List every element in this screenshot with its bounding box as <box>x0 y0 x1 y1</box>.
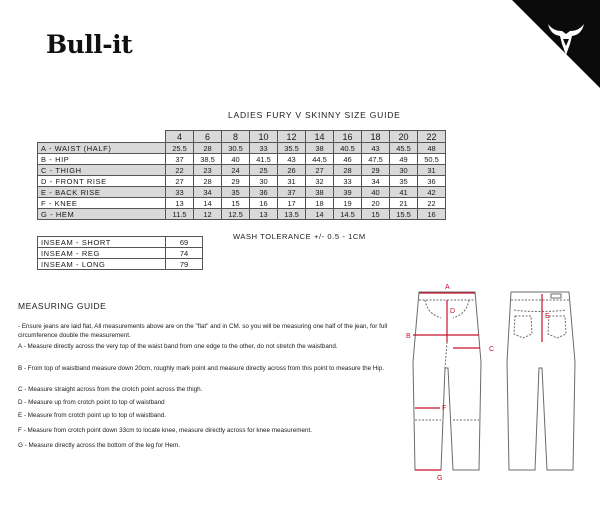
measurement-label: A - WAIST (HALF) <box>38 143 166 154</box>
size-header-row <box>38 131 446 143</box>
measurement-value: 19 <box>334 198 362 209</box>
guide-item: D - Measure up from crotch point to top of waistband <box>18 399 165 406</box>
measurement-label: B - HIP <box>38 154 166 165</box>
measurement-value: 15.5 <box>390 209 418 220</box>
size-header-cell: 12 <box>278 131 306 143</box>
measurement-label: G - HEM <box>38 209 166 220</box>
size-row <box>38 143 446 154</box>
inseam-label: INSEAM - LONG <box>38 259 166 270</box>
size-row <box>38 176 446 187</box>
inseam-row <box>38 248 203 259</box>
measurement-value: 13 <box>250 209 278 220</box>
measurement-value: 13.5 <box>278 209 306 220</box>
measurement-value: 44.5 <box>306 154 334 165</box>
inseam-row <box>38 259 203 270</box>
wash-tolerance: WASH TOLERANCE +/- 0.5 - 1CM <box>233 232 366 241</box>
measurement-value: 28 <box>194 143 222 154</box>
guide-item: E - Measure from crotch point up to top of waistband. <box>18 412 167 419</box>
label-c: C <box>489 346 495 353</box>
measurement-value: 22 <box>418 198 446 209</box>
size-header-cell: 18 <box>362 131 390 143</box>
measurement-value: 16 <box>250 198 278 209</box>
measurement-value: 22 <box>166 165 194 176</box>
measurement-value: 14 <box>306 209 334 220</box>
measurement-value: 43 <box>362 143 390 154</box>
measurement-value: 40 <box>222 154 250 165</box>
measurement-label: C - THIGH <box>38 165 166 176</box>
measurement-value: 30 <box>390 165 418 176</box>
measurement-value: 29 <box>222 176 250 187</box>
size-header-cell: 8 <box>222 131 250 143</box>
measurement-value: 48 <box>418 143 446 154</box>
measurement-value: 40.5 <box>334 143 362 154</box>
header-blank-cell <box>38 131 166 143</box>
measurement-value: 30 <box>250 176 278 187</box>
size-header-cell: 22 <box>418 131 446 143</box>
measurement-value: 31 <box>418 165 446 176</box>
measurement-value: 40 <box>362 187 390 198</box>
guide-item: G - Measure directly across the bottom of the leg for Hem. <box>18 442 181 449</box>
measurement-value: 47.5 <box>362 154 390 165</box>
inseam-row <box>38 237 203 248</box>
inseam-value: 69 <box>166 237 203 248</box>
label-b: B <box>406 333 411 340</box>
inseam-label: INSEAM - REG <box>38 248 166 259</box>
measurement-value: 28 <box>194 176 222 187</box>
measurement-value: 20 <box>362 198 390 209</box>
size-row <box>38 198 446 209</box>
measurement-value: 17 <box>278 198 306 209</box>
measurement-value: 24 <box>222 165 250 176</box>
measurement-value: 42 <box>418 187 446 198</box>
guide-item: F - Measure from crotch point down 33cm to locate knee, measure directly across for knee measurement. <box>18 427 312 434</box>
label-g: G <box>437 475 443 482</box>
measurement-value: 33 <box>334 176 362 187</box>
measurement-value: 12 <box>194 209 222 220</box>
measurement-value: 27 <box>166 176 194 187</box>
size-row <box>38 209 446 220</box>
measurement-value: 49 <box>390 154 418 165</box>
label-e: E <box>545 313 550 320</box>
measurement-value: 38 <box>306 187 334 198</box>
size-row <box>38 187 446 198</box>
measurement-value: 12.5 <box>222 209 250 220</box>
measurement-value: 23 <box>194 165 222 176</box>
measurement-value: 37 <box>278 187 306 198</box>
inseam-label: INSEAM - SHORT <box>38 237 166 248</box>
inseam-value: 79 <box>166 259 203 270</box>
size-header-cell: 16 <box>334 131 362 143</box>
measurement-value: 16 <box>418 209 446 220</box>
measurement-value: 27 <box>306 165 334 176</box>
measurement-value: 18 <box>306 198 334 209</box>
guide-item: B - From top of waistband measure down 20cm, roughly mark point and measure directly across from this point to measure the Hip. <box>18 365 385 372</box>
measurement-value: 46 <box>334 154 362 165</box>
measurement-label: F - KNEE <box>38 198 166 209</box>
size-table <box>37 130 446 220</box>
measurement-value: 15 <box>362 209 390 220</box>
measurement-value: 45.5 <box>390 143 418 154</box>
measurement-value: 37 <box>166 154 194 165</box>
measurement-label: E - BACK RISE <box>38 187 166 198</box>
measurement-value: 33 <box>250 143 278 154</box>
measurement-value: 25.5 <box>166 143 194 154</box>
measurement-value: 31 <box>278 176 306 187</box>
guide-item: A - Measure directly across the very top of the waist band from one edge to the other, do not stretch the waistband. <box>18 343 338 350</box>
size-row <box>38 154 446 165</box>
jeans-diagram <box>395 280 595 485</box>
measurement-value: 38.5 <box>194 154 222 165</box>
measurement-value: 39 <box>334 187 362 198</box>
measurement-value: 38 <box>306 143 334 154</box>
measurement-label: D - FRONT RISE <box>38 176 166 187</box>
measurement-value: 35 <box>222 187 250 198</box>
guide-item: - Ensure jeans are laid flat, All measurements above are on the "flat" and in CM. so you will be measuring one half of the jean, for full circumference double the measurement. <box>18 323 388 339</box>
size-header-cell: 4 <box>166 131 194 143</box>
measurement-value: 32 <box>306 176 334 187</box>
label-d: D <box>450 308 456 315</box>
page-title: LADIES FURY V SKINNY SIZE GUIDE <box>228 110 401 120</box>
brand-logo: Bull-it <box>46 30 133 59</box>
label-a: A <box>445 284 450 291</box>
measurement-value: 14 <box>194 198 222 209</box>
measurement-value: 41.5 <box>250 154 278 165</box>
measurement-value: 28 <box>334 165 362 176</box>
measurement-value: 41 <box>390 187 418 198</box>
measurement-value: 34 <box>362 176 390 187</box>
guide-item: C - Measure straight across from the crotch point across the thigh. <box>18 386 203 393</box>
bull-head-icon <box>546 22 586 56</box>
measurement-value: 36 <box>250 187 278 198</box>
measurement-value: 36 <box>418 176 446 187</box>
back-jeans-outline <box>507 292 575 470</box>
size-header-cell: 14 <box>306 131 334 143</box>
measurement-value: 13 <box>166 198 194 209</box>
measurement-value: 11.5 <box>166 209 194 220</box>
inseam-value: 74 <box>166 248 203 259</box>
measurement-value: 26 <box>278 165 306 176</box>
label-f: F <box>442 405 447 412</box>
measurement-value: 34 <box>194 187 222 198</box>
measurement-value: 15 <box>222 198 250 209</box>
measuring-guide-title: MEASURING GUIDE <box>18 301 107 311</box>
inseam-table <box>37 236 203 270</box>
size-row <box>38 165 446 176</box>
measurement-value: 43 <box>278 154 306 165</box>
measurement-value: 21 <box>390 198 418 209</box>
measurement-value: 33 <box>166 187 194 198</box>
size-header-cell: 10 <box>250 131 278 143</box>
size-header-cell: 6 <box>194 131 222 143</box>
measurement-value: 35 <box>390 176 418 187</box>
measurement-value: 14.5 <box>334 209 362 220</box>
measurement-value: 50.5 <box>418 154 446 165</box>
measurement-value: 25 <box>250 165 278 176</box>
measurement-value: 30.5 <box>222 143 250 154</box>
measurement-value: 35.5 <box>278 143 306 154</box>
measurement-value: 29 <box>362 165 390 176</box>
size-header-cell: 20 <box>390 131 418 143</box>
